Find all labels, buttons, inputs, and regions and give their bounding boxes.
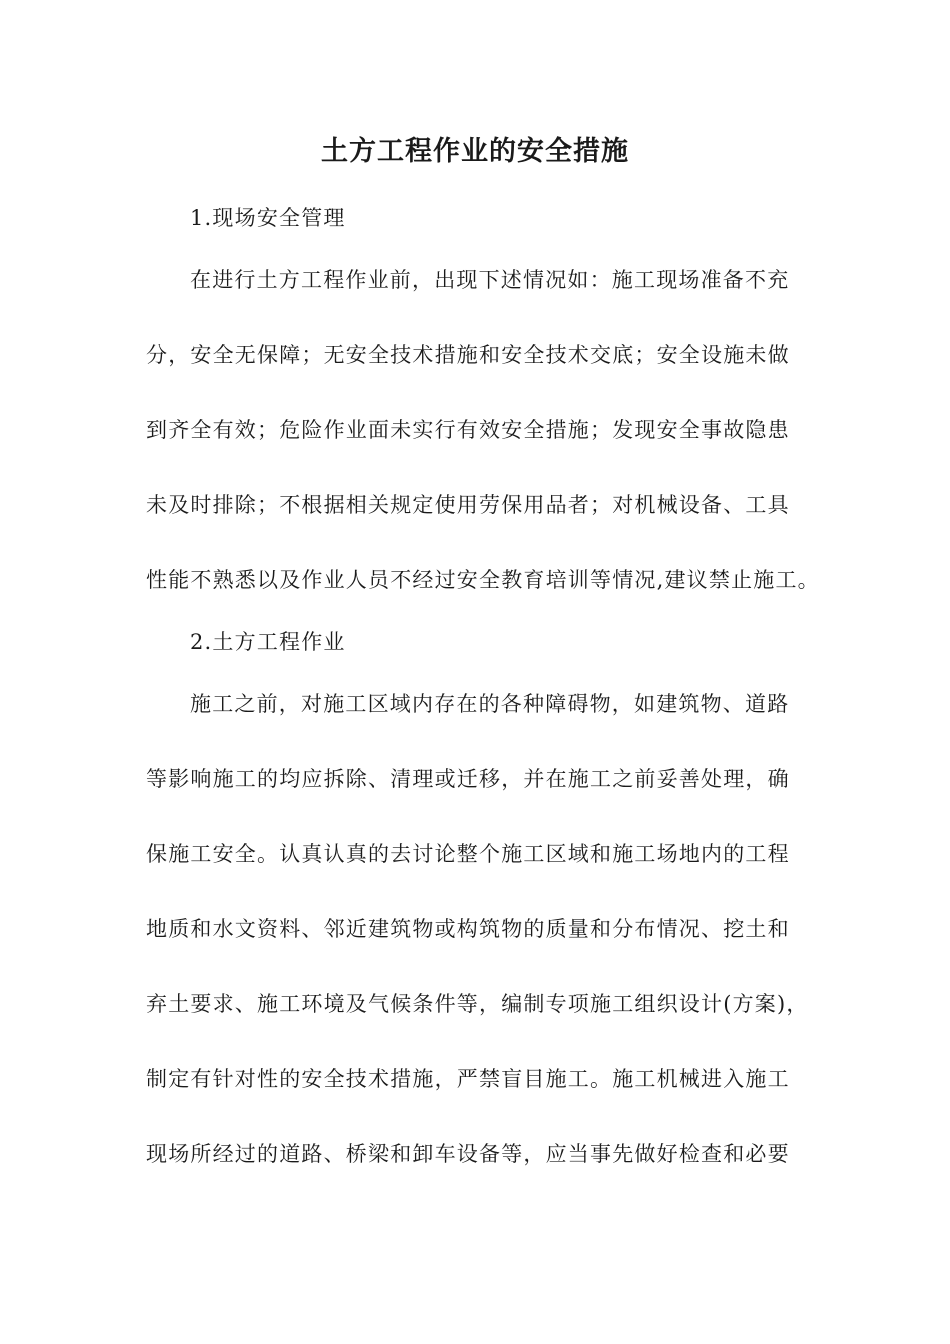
paragraph-line: 到齐全有效；危险作业面未实行有效安全措施；发现安全事故隐患 bbox=[146, 418, 790, 442]
paragraph-line: 现场所经过的道路、桥梁和卸车设备等，应当事先做好检查和必要 bbox=[146, 1142, 790, 1166]
paragraph-line: 未及时排除；不根据相关规定使用劳保用品者；对机械设备、工具 bbox=[146, 493, 790, 517]
paragraph-line: 地质和水文资料、邻近建筑物或构筑物的质量和分布情况、挖土和 bbox=[146, 917, 790, 941]
paragraph-line: 保施工安全。认真认真的去讨论整个施工区域和施工场地内的工程 bbox=[146, 842, 790, 866]
document-title: 土方工程作业的安全措施 bbox=[321, 136, 629, 167]
paragraph-line: 等影响施工的均应拆除、清理或迁移，并在施工之前妥善处理，确 bbox=[146, 767, 790, 791]
section-heading-2: 2.土方工程作业 bbox=[190, 630, 346, 654]
section-heading-1: 1.现场安全管理 bbox=[190, 206, 346, 230]
paragraph-line: 性能不熟悉以及作业人员不经过安全教育培训等情况,建议禁止施工。 bbox=[146, 568, 820, 592]
paragraph-line: 分，安全无保障；无安全技术措施和安全技术交底；安全设施未做 bbox=[146, 343, 790, 367]
paragraph-line: 施工之前，对施工区域内存在的各种障碍物，如建筑物、道路 bbox=[190, 692, 790, 716]
paragraph-line: 制定有针对性的安全技术措施，严禁盲目施工。施工机械进入施工 bbox=[146, 1067, 790, 1091]
paragraph-line: 在进行土方工程作业前，出现下述情况如：施工现场准备不充 bbox=[190, 268, 790, 292]
paragraph-line: 弃土要求、施工环境及气候条件等，编制专项施工组织设计(方案)， bbox=[146, 992, 809, 1016]
